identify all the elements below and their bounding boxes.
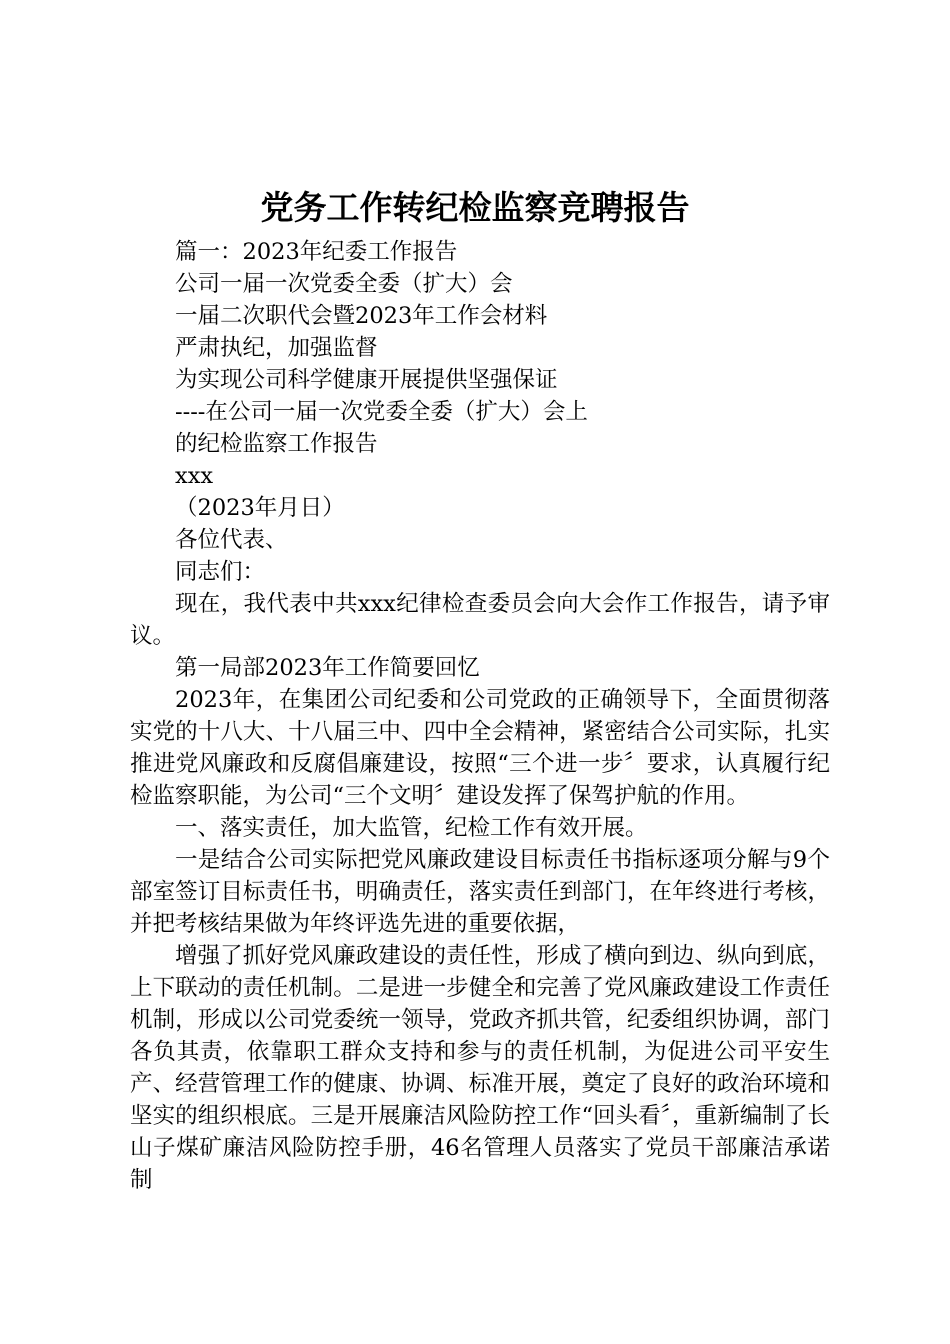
salutation-line: 各位代表、 bbox=[175, 527, 288, 553]
section-heading: 第一局部2023年工作简要回忆 bbox=[175, 655, 480, 681]
header-line: ----在公司一届一次党委全委（扩大）会上 bbox=[175, 399, 588, 425]
body-paragraph: 增强了抓好党风廉政建设的责任性，形成了横向到边、纵向到底，上下联动的责任机制。二是进一步健全和完善了党风廉政建设工作责任机制，形成以公司党委统一领导，党政齐抓共管，纪委组织协调，部门各负其责，依靠职工群众支持和参与的责任机制，为促进公司平安生产、经营管理工作的健康、协调、标准开展，奠定了良好的政治环境和坚实的组织根底。三是开展廉洁风险防控工作“回头看〞，重新编制了长山子煤矿廉洁风险防控手册，46名管理人员落实了党员干部廉洁承诺制 bbox=[130, 943, 830, 1193]
date-line: （2023年月日） bbox=[175, 495, 345, 521]
header-line: 的纪检监察工作报告 bbox=[175, 431, 378, 457]
header-line: 公司一届一次党委全委（扩大）会 bbox=[175, 271, 513, 297]
header-line: 篇一：2023年纪委工作报告 bbox=[175, 239, 458, 265]
body-paragraph: 一是结合公司实际把党风廉政建设目标责任书指标逐项分解与9个部室签订目标责任书，明确责任，落实责任到部门，在年终进行考核，并把考核结果做为年终评选先进的重要依据， bbox=[130, 847, 830, 937]
header-line: 严肃执纪，加强监督 bbox=[175, 335, 378, 361]
subsection-heading: 一、落实责任，加大监管，纪检工作有效开展。 bbox=[175, 815, 648, 841]
salutation-line: 同志们： bbox=[175, 559, 266, 585]
author-line: xxx bbox=[175, 463, 214, 489]
header-line: 为实现公司科学健康开展提供坚强保证 bbox=[175, 367, 558, 393]
body-paragraph: 现在，我代表中共xxx纪律检查委员会向大会作工作报告，请予审议。 bbox=[130, 591, 830, 649]
document-title: 党务工作转纪检监察竞聘报告 bbox=[260, 188, 690, 227]
body-paragraph: 2023年，在集团公司纪委和公司党政的正确领导下，全面贯彻落实党的十八大、十八届三中、四中全会精神，紧密结合公司实际，扎实推进党风廉政和反腐倡廉建设，按照“三个进一步〞要求，认真履行纪检监察职能，为公司“三个文明〞建设发挥了保驾护航的作用。 bbox=[130, 687, 830, 809]
header-line: 一届二次职代会暨2023年工作会材料 bbox=[175, 303, 548, 329]
document-body bbox=[130, 236, 830, 1196]
